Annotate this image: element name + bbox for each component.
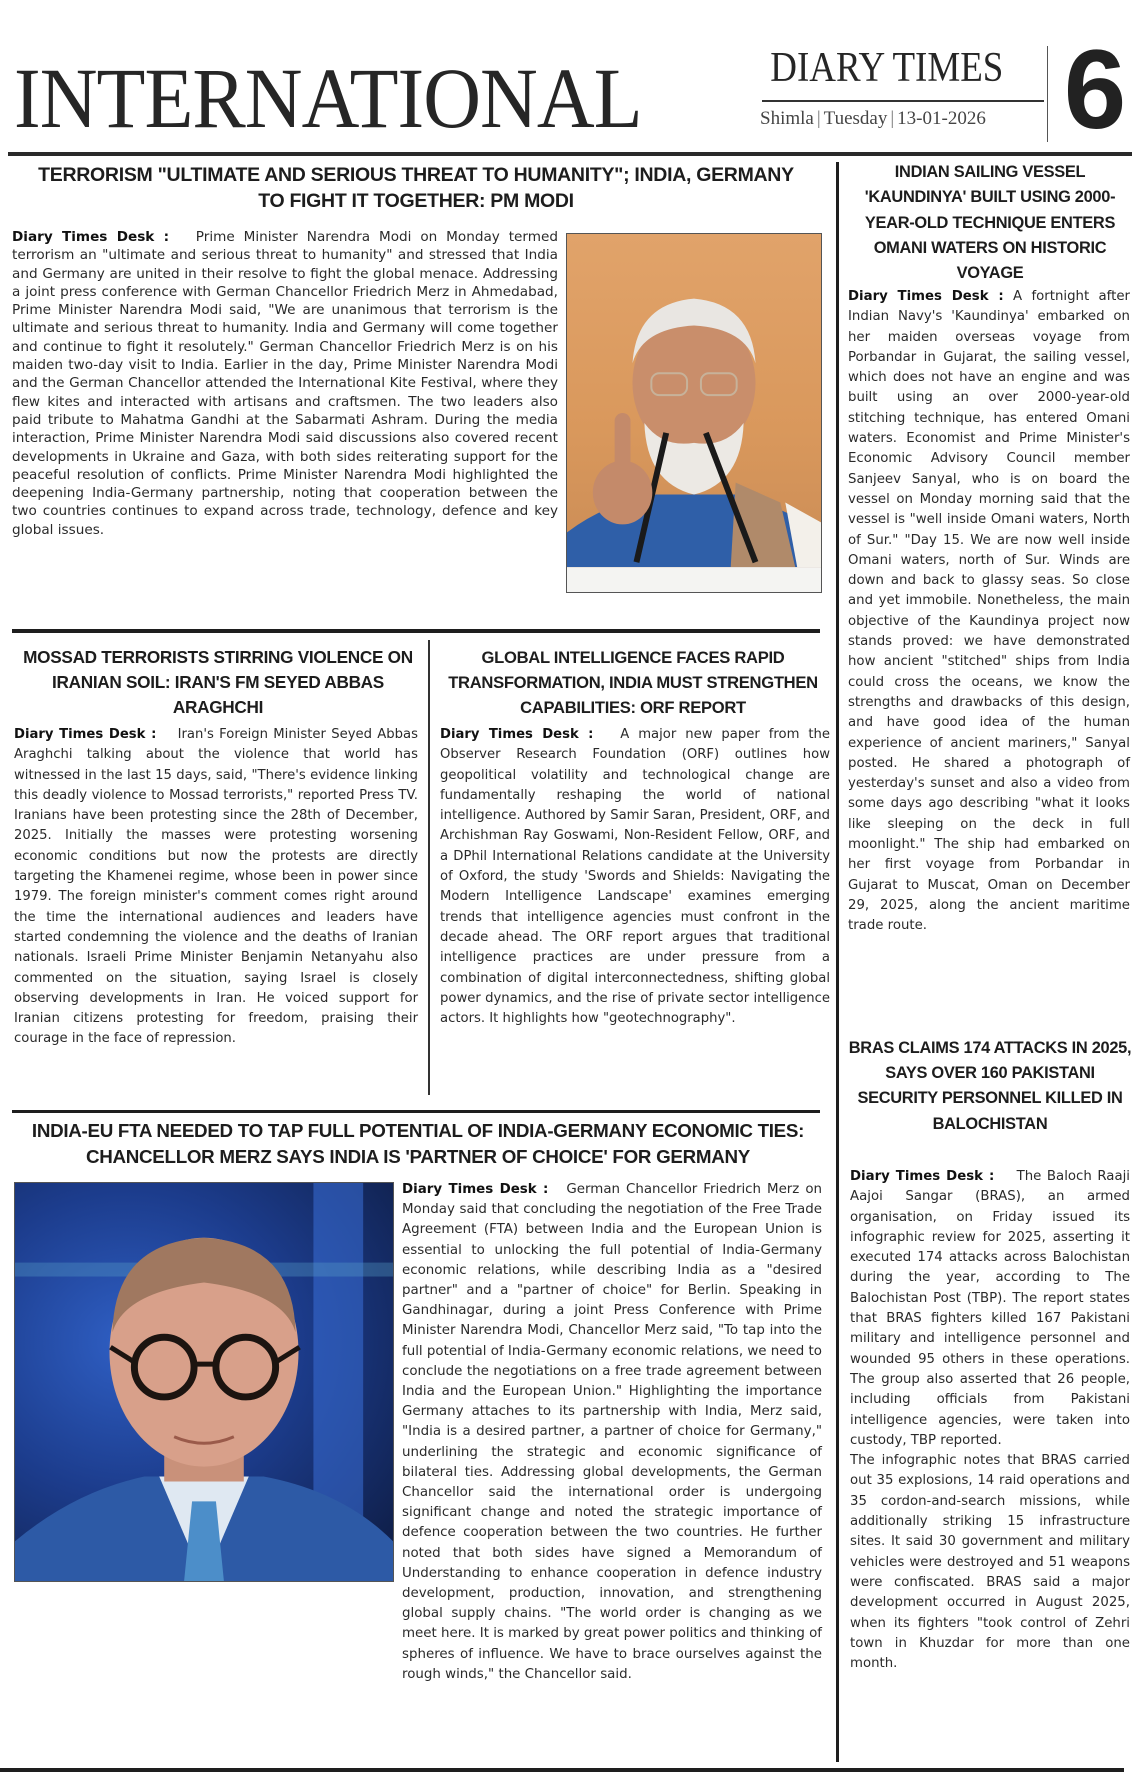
modi-photo [566, 233, 822, 593]
article-text: A major new paper from the Observer Research Foundation (ORF) outlines how geopolitical volatility and technological change are fundamentally reshaping the world of national intelligence. Authored by Samir Saran, President, ORF, and Archishman Ray Goswami, Non-Resident Fellow, ORF, and a DPhil International Relations candidate at the University of Oxford, the study 'Swords and Shields: Navigating the Modern Intelligence Landscape' examines emerging trends that intelligence agencies must confront in the decade ahead. The ORF report argues that traditional intelligence practices are under pressure from a combination of digital interconnectedness, shifting global power dynamics, and the rise of private sector intelligence actors. It highlights how "geotechnography". [440, 727, 831, 1027]
article-byline: Diary Times Desk : [402, 1182, 549, 1197]
masthead-rule [8, 152, 1132, 156]
article-byline: Diary Times Desk : [850, 1169, 995, 1184]
merz-photo [14, 1182, 394, 1582]
article-text: Prime Minister Narendra Modi on Monday termed terrorism an "ultimate and serious threat to humanity" and stressed that India and Germany are united in their resolve to fight the global menace. Addressing a joint press conference with German Chancellor Friedrich Merz in Ahmedabad, Prime Minister Narendra Modi said, "We are unanimous that terrorism is the ultimate and serious threat to humanity. India and Germany will come together and continue to fight it resolutely." German Chancellor Friedrich Merz is on his maiden two-day visit to India. Earlier in the day, Prime Minister Narendra Modi and the German Chancellor attended the International Kite Festival, where they flew kites and interacted with artisans and craftsmen. The two leaders also paid tribute to Mahatma Gandhi at the Sabarmati Ashram. During the media interaction, Prime Minister Narendra Modi said discussions also covered recent developments in Ukraine and Gaza, with both sides reiterating support for the peaceful resolution of conflicts. Prime Minister Narendra Modi highlighted the deepening India-Germany partnership, noting that cooperation between the two countries continues to expand across trade, technology, defence and key global issues. [12, 229, 559, 538]
brand-underline [762, 100, 1044, 102]
article-headline: GLOBAL INTELLIGENCE FACES RAPID TRANSFORMATION, INDIA MUST STRENGTHEN CAPABILITIES: ORF REPORT [448, 648, 818, 717]
article-body [440, 725, 830, 1029]
article-modi-terrorism [12, 162, 820, 214]
article-paragraph: The infographic notes that BRAS carried out 35 explosions, 14 raid operations and 35 cordon-and-search missions, while additionally striking 15 infrastructure sites. It said 30 government and military vehicles were destroyed and 51 weapons were confiscated. BRAS said a major development occurred in August 2025, when its fighters "took control of Zehri town in Khuzdar for more than one month. [850, 1453, 1130, 1672]
column-divider [428, 640, 430, 1095]
dateline-city: Shimla [760, 108, 814, 129]
person-illustration-icon [567, 234, 821, 592]
article-body [850, 1167, 1130, 1674]
article-paragraph [850, 1167, 1130, 1451]
dateline-separator: | [890, 108, 895, 129]
article-headline: MOSSAD TERRORISTS STIRRING VIOLENCE ON IRANIAN SOIL: IRAN'S FM SEYED ABBAS ARAGHCHI [23, 647, 413, 717]
person-illustration-icon [15, 1183, 393, 1581]
article-byline: Diary Times Desk : [440, 727, 594, 742]
page-bottom-rule [0, 1768, 1124, 1772]
dateline-date: 13-01-2026 [897, 108, 986, 129]
article-text: Iran's Foreign Minister Seyed Abbas Araghchi talking about the violence that world has witnessed in the last 15 days, said, "There's evidence linking this deadly violence to Mossad terrorists," reported Press TV. Iranians have been protesting since the 28th of December, 2025. Initially the masses were protesting worsening economic conditions but now the protests are directly targeting the Khamenei regime, whose been in power since 1979. The foreign minister's comment comes right around the time the international audiences and leaders have started condemning the violence and the deaths of Iranian nationals. Israeli Prime Minister Benjamin Netanyahu also commented on the situation, saying Israel is closely observing developments in Iran. He voiced support for Iranian citizens protesting for freedom, praising their courage in the face of repression. [14, 727, 418, 1047]
page-number: 6 [1063, 27, 1127, 152]
masthead [0, 0, 1140, 160]
newspaper-brand: DIARY TIMES [770, 45, 1004, 91]
section-title: INTERNATIONAL [14, 50, 642, 146]
article-body [12, 228, 558, 539]
article-headline: TERRORISM "ULTIMATE AND SERIOUS THREAT TO HUMANITY"; INDIA, GERMANY TO FIGHT IT TOGETHER: PM MODI [38, 164, 794, 212]
article-headline: BRAS CLAIMS 174 ATTACKS IN 2025, SAYS OVER 160 PAKISTANI SECURITY PERSONNEL KILLED IN BALOCHISTAN [848, 1039, 1132, 1133]
article-body [14, 725, 418, 1050]
column-divider [836, 162, 839, 1762]
article-body [402, 1180, 822, 1685]
masthead-divider [1047, 46, 1048, 142]
section-divider [12, 629, 820, 633]
article-body [848, 287, 1130, 937]
article-headline: INDIA-EU FTA NEEDED TO TAP FULL POTENTIAL OF INDIA-GERMANY ECONOMIC TIES: CHANCELLOR MERZ SAYS INDIA IS 'PARTNER OF CHOICE' FOR GERMANY [31, 1120, 805, 1167]
article-text: German Chancellor Friedrich Merz on Monday said that concluding the negotiation of the Free Trade Agreement (FTA) between India and the European Union is essential to unlocking the full potential of India-Germany economic relations, while describing India as a "desired partner" and a "partner of choice" for Berlin. Speaking in Gandhinagar, during a joint Press Conference with Prime Minister Narendra Modi, Chancellor Merz said, "To tap into the full potential of India-Germany economic relations, we need to conclude the negotiations on a free trade agreement between India and the European Union." Highlighting the importance Germany attaches to its partnership with India, Merz said, "India is a desired partner, a partner of choice for Germany," underlining the strategic and economic significance of bilateral ties. Addressing global developments, the German Chancellor said the international order is undergoing significant change and noted the strategic importance of defence cooperation between the two countries. He further noted that both sides have signed a Memorandum of Understanding to enhance cooperation in defence industry development, production, innovation, and strengthening global supply chains. "The world order is changing as we meet here. It is marked by great power politics and thinking of spheres of influence. We have to brace ourselves against the rough winds," the Chancellor said. [402, 1182, 823, 1682]
article-byline: Diary Times Desk : [12, 229, 170, 245]
article-text: A fortnight after Indian Navy's 'Kaundinya' embarked on her maiden overseas voyage from Porbandar in Gujarat, the sailing vessel, which does not have an engine and was built using an over 2000-year-old stitching technique, has entered Omani waters. Economist and Prime Minister's Economic Advisory Council member Sanjeev Sanyal, who is on board the vessel on Monday morning said that the vessel is "well inside Omani waters, North of Sur." "Day 15. We are now well inside Omani waters, north of Sur. Winds are down and back to glassy seas. So close and yet immobile. Nonetheless, the main objective of the Kaundinya project now stands proved: we have demonstrated how ancient "stitched" ships from India could cross the oceans, we know the strengths and drawbacks of this design, and have good idea of the human experience of ancient mariners," Sanyal posted. He shared a photograph of yesterday's sunset and also a video from some days ago describing "what it looks like sleeping on the deck in full moonlight." The ship had embarked on her first voyage from Porbandar in Gujarat to Muscat, Oman on December 29, 2025, along the ancient maritime trade route. [848, 289, 1130, 934]
section-divider [12, 1110, 820, 1113]
article-byline: Diary Times Desk : [848, 289, 1004, 304]
dateline-separator: | [816, 108, 821, 129]
article-text: The Baloch Raaji Aajoi Sangar (BRAS), an armed organisation, on Friday issued its infographic review for 2025, asserting it executed 174 attacks across Balochistan during the year, according to The Balochistan Post (TBP). The report states that BRAS fighters killed 167 Pakistani military and intelligence personnel and wounded 95 others in these operations. The group also asserted that 26 people, including officials from Pakistani intelligence agencies, were taken into custody, TBP reported. [850, 1169, 1130, 1448]
article-byline: Diary Times Desk : [14, 727, 157, 742]
dateline-day: Tuesday [823, 108, 888, 129]
article-headline: INDIAN SAILING VESSEL 'KAUNDINYA' BUILT USING 2000-YEAR-OLD TECHNIQUE ENTERS OMANI WATERS ON HISTORIC VOYAGE [864, 163, 1116, 283]
dateline [760, 108, 1050, 130]
